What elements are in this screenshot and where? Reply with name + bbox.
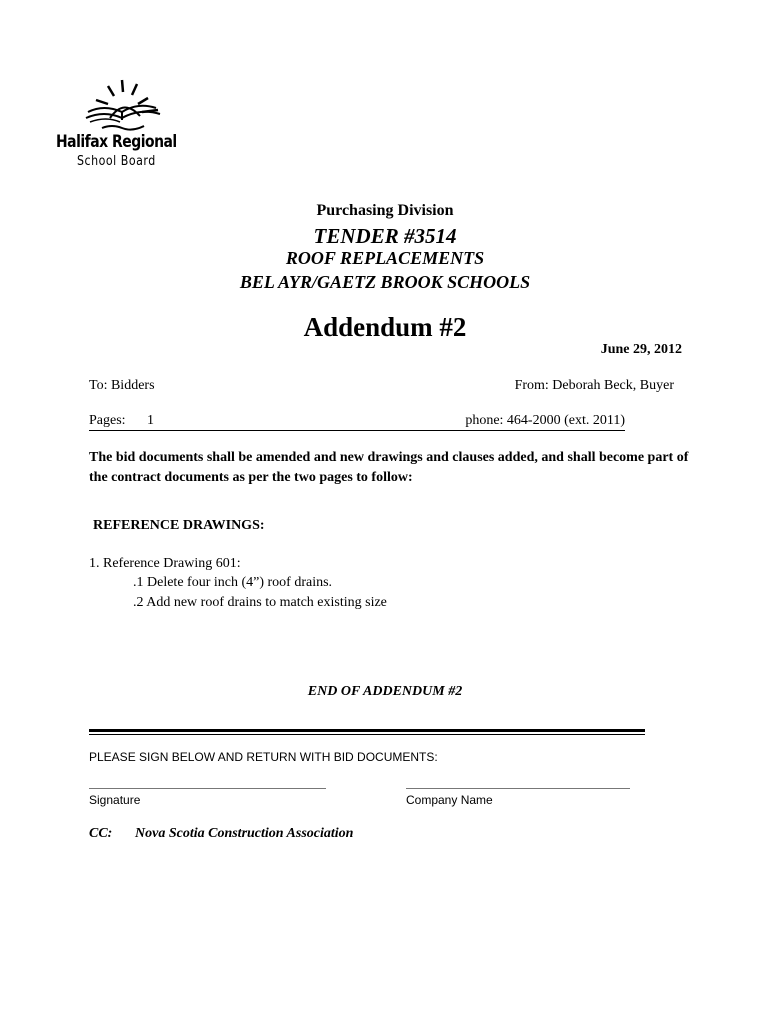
divider-thin	[89, 734, 645, 735]
reference-item: 1. Reference Drawing 601:	[89, 556, 241, 571]
reference-subitem-1: .1 Delete four inch (4”) roof drains.	[133, 575, 333, 590]
divider-thick	[89, 729, 645, 732]
sun-open-book-icon	[82, 78, 166, 134]
tender-number: TENDER #3514	[313, 224, 457, 248]
logo-title: Halifax Regional	[56, 132, 177, 152]
intro-paragraph: The bid documents shall be amended and new drawings and clauses added, and shall become part of the contract documents as per the two pages to follow:	[89, 450, 689, 485]
end-of-addendum: END OF ADDENDUM #2	[307, 684, 463, 699]
document-date: June 29, 2012	[600, 342, 682, 357]
schools-title: BEL AYR/GAETZ BROOK SCHOOLS	[239, 272, 531, 292]
memo-from: From: Deborah Beck, Buyer	[514, 378, 674, 393]
reference-drawings-heading: REFERENCE DRAWINGS:	[93, 518, 265, 533]
sign-instruction: PLEASE SIGN BELOW AND RETURN WITH BID DOCUMENTS:	[89, 750, 438, 764]
logo-subtitle: School Board	[77, 154, 156, 169]
cc-label: CC:	[89, 826, 113, 841]
project-title: ROOF REPLACEMENTS	[285, 248, 485, 268]
phone-number: phone: 464-2000 (ext. 2011)	[465, 413, 625, 428]
logo	[56, 78, 186, 176]
addendum-title: Addendum #2	[303, 312, 467, 342]
signature-line	[89, 788, 326, 789]
memo-to: To: Bidders	[89, 378, 155, 393]
reference-subitem-2: .2 Add new roof drains to match existing size	[133, 595, 387, 610]
company-name-label: Company Name	[406, 793, 493, 807]
division-heading: Purchasing Division	[316, 202, 454, 219]
pages-label: Pages:	[89, 413, 126, 428]
signature-label: Signature	[89, 793, 141, 807]
pages-phone-row	[89, 413, 625, 431]
pages-value: 1	[147, 413, 154, 428]
company-name-line	[406, 788, 630, 789]
cc-recipient: Nova Scotia Construction Association	[135, 826, 354, 841]
